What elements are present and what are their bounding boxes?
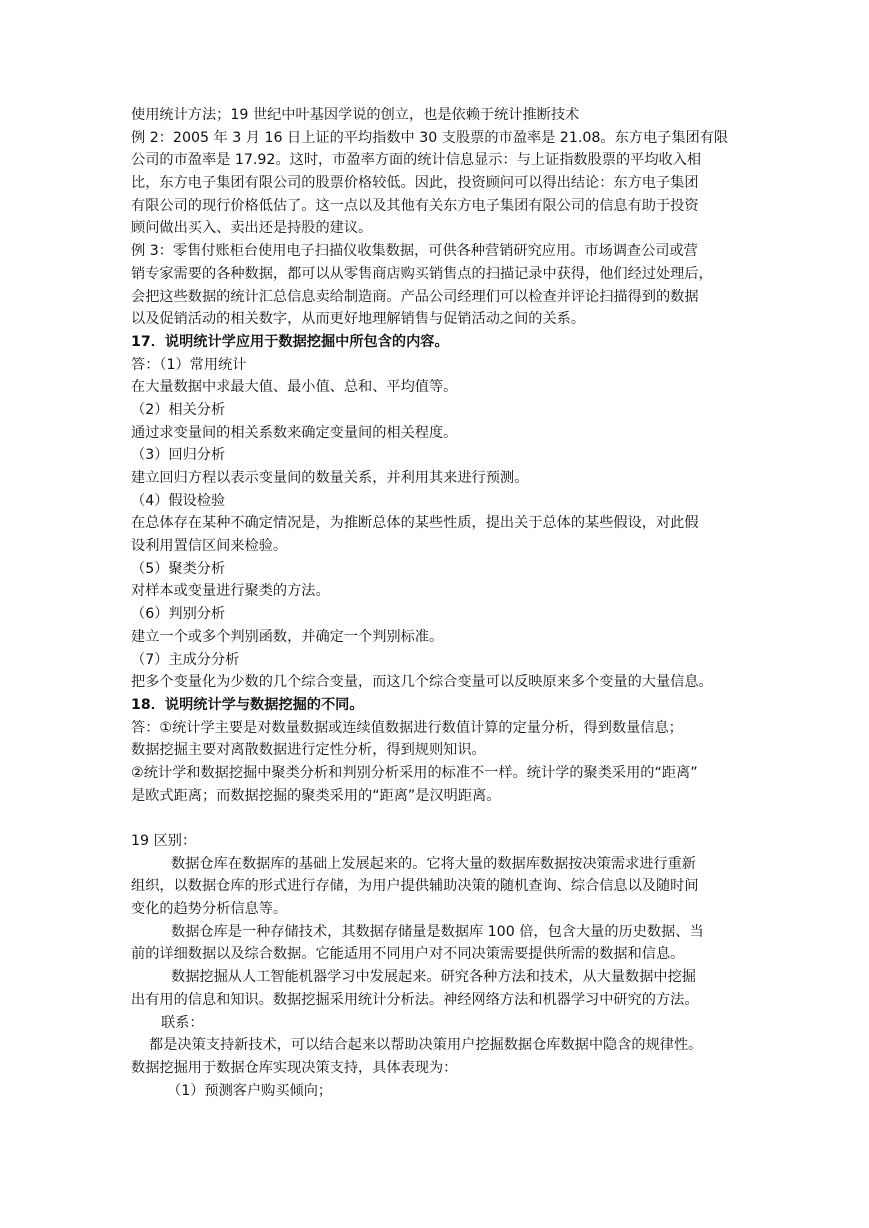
text-line: 是欧式距离；而数据挖掘的聚类采用的“距离”是汉明距离。 — [131, 787, 501, 804]
text-line: ②统计学和数据挖掘中聚类分析和判别分析采用的标准不一样。统计学的聚类采用的“距离” — [131, 764, 698, 781]
text-line: 都是决策支持新技术，可以结合起来以帮助决策用户挖掘数据仓库数据中隐含的规律性。 — [149, 1037, 703, 1054]
list-item-heading: （1）预测客户购买倾向； — [167, 1082, 333, 1099]
text-line: 以及促销活动的相关数字，从而更好地理解销售与促销活动之间的关系。 — [131, 311, 586, 328]
text-line: 公司的市盈率是 17.92。这时，市盈率方面的统计信息显示：与上证指数股票的平均收入相 — [131, 152, 702, 169]
text-line: 数据仓库在数据库的基础上发展起来的。它将大量的数据库数据按决策需求进行重新 — [171, 855, 696, 872]
document-body — [131, 104, 751, 1102]
text-line: 组织，以数据仓库的形式进行存储，为用户提供辅助决策的随机查询、综合信息以及随时间 — [131, 878, 699, 895]
text-line: 数据挖掘从人工智能机器学习中发展起来。研究各种方法和技术，从大量数据中挖掘 — [171, 969, 696, 986]
text-line: 通过求变量间的相关系数来确定变量间的相关程度。 — [131, 424, 458, 441]
list-item-heading: （6）判别分析 — [131, 606, 226, 623]
text-line: 建立一个或多个判别函数，并确定一个判别标准。 — [131, 628, 444, 645]
text-line: 数据挖掘用于数据仓库实现决策支持，具体表现为： — [131, 1059, 458, 1076]
text-line: 把多个变量化为少数的几个综合变量，而这几个综合变量可以反映原来多个变量的大量信息。 — [131, 674, 713, 691]
text-line: 比，东方电子集团有限公司的股票价格较低。因此，投资顾问可以得出结论：东方电子集团 — [131, 175, 699, 192]
section-heading: 联系： — [161, 1014, 204, 1031]
text-line: 在大量数据中求最大值、最小值、总和、平均值等。 — [131, 379, 458, 396]
list-item-heading: （7）主成分分析 — [131, 651, 240, 668]
text-line: 前的详细数据以及综合数据。它能适用不同用户对不同决策需要提供所需的数据和信息。 — [131, 946, 685, 963]
text-line: 例 2：2005 年 3 月 16 日上证的平均指数中 30 支股票的市盈率是 21.08。东方电子集团有限 — [131, 129, 729, 146]
text-line: 答：①统计学主要是对数量数据或连续值数据进行数值计算的定量分析，得到数量信息； — [131, 719, 683, 736]
list-item-heading: （3）回归分析 — [131, 447, 226, 464]
text-line: 出有用的信息和知识。数据挖掘采用统计分析法。神经网络方法和机器学习中研究的方法。 — [131, 991, 699, 1008]
text-line: 顾问做出买入、卖出还是持股的建议。 — [131, 220, 373, 237]
text-line: 答：（1）常用统计 — [131, 356, 247, 373]
text-line: 有限公司的现行价格低估了。这一点以及其他有关东方电子集团有限公司的信息有助于投资 — [131, 197, 699, 214]
section-heading: 19 区别： — [131, 833, 197, 849]
list-item-heading: （2）相关分析 — [131, 401, 226, 418]
list-item-heading: （5）聚类分析 — [131, 560, 226, 577]
text-line: 在总体存在某种不确定情况是，为推断总体的某些性质，提出关于总体的某些假设，对此假 — [131, 515, 699, 532]
text-line: 建立回归方程以表示变量间的数量关系，并利用其来进行预测。 — [131, 470, 529, 486]
text-line: 例 3：零售付账柜台使用电子扫描仪收集数据，可供各种营销研究应用。市场调查公司或营 — [131, 243, 698, 260]
text-line: 对样本或变量进行聚类的方法。 — [131, 583, 330, 600]
text-line: 数据挖掘主要对离散数据进行定性分析，得到规则知识。 — [131, 742, 486, 759]
question-heading: 17．说明统计学应用于数据挖掘中所包含的内容。 — [131, 333, 449, 350]
blank-line — [131, 807, 751, 830]
text-line: 使用统计方法；19 世纪中叶基因学说的创立，也是依赖于统计推断技术 — [131, 107, 580, 123]
text-line: 会把这些数据的统计汇总信息卖给制造商。产品公司经理们可以检查并评论扫描得到的数据 — [131, 288, 699, 305]
text-line: 变化的趋势分析信息等。 — [131, 901, 288, 918]
text-line: 设利用置信区间来检验。 — [131, 538, 288, 555]
question-heading: 18．说明统计学与数据挖掘的不同。 — [131, 696, 364, 713]
text-line: 销专家需要的各种数据，都可以从零售商店购买销售点的扫描记录中获得，他们经过处理后， — [131, 265, 713, 282]
list-item-heading: （4）假设检验 — [131, 492, 226, 509]
text-line: 数据仓库是一种存储技术，其数据存储量是数据库 100 倍，包含大量的历史数据、当 — [171, 923, 704, 940]
